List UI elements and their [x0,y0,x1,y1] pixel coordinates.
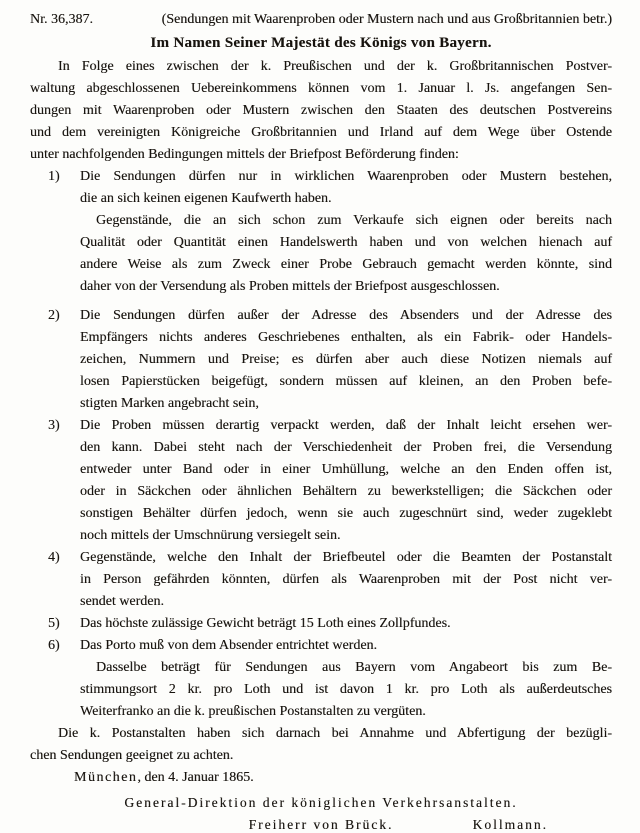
item-line: daher von der Versendung als Proben mittels der Briefpost ausgeschlossen. [80,279,500,294]
date-rest: , den 4. Januar 1865. [137,770,254,785]
item-line: Die Proben müssen derartig verpackt werden, daß der Inhalt leicht ersehen wer- [80,418,612,433]
item-line: Das Porto muß von dem Absender entrichtet werden. [80,638,378,653]
signature-org: General-Direktion der königlichen Verkehrsanstalten. [124,795,518,810]
item-line: zeichen, Nummern und Preise; es dürfen aber auch diese Notizen niemals auf [80,352,612,367]
item-line: losen Papierstücken beigefügt, sondern müssen auf kleinen, an den Proben befe- [80,374,612,389]
date-line [30,767,612,789]
item-text [80,305,612,415]
ordinance-list [30,166,612,723]
item-line: stigten Marken angebracht sein, [80,396,259,411]
item-marker: 2) [48,308,60,323]
item-line: in Person gefährden könnten, dürfen als Waarenproben mit der Post nicht ver- [80,572,612,587]
item-marker: 6) [48,638,60,653]
list-item [30,166,612,298]
city-name: München [74,770,138,785]
item-line: Weiterfranko an die k. preußischen Postanstalten zu vergüten. [80,704,426,719]
intro-line: In Folge eines zwischen der k. Preußischen und der k. Großbritannischen Postver- [58,59,612,74]
item-text [80,635,612,723]
intro-paragraph [30,56,612,166]
list-item [30,305,612,415]
item-text [80,547,612,613]
item-text [80,415,612,547]
item-line: stimmungsort 2 kr. pro Loth und ist davon 1 kr. pro Loth als außerdeutsches [80,682,612,697]
item-line: entweder unter Band oder in einer Umhüllung, welche an den Enden offen ist, [80,462,612,477]
item-line: Gegenstände, die an sich schon zum Verkaufe sich eignen oder bereits nach [96,213,612,228]
item-line: Empfängers nichts anderes Geschriebenes enthalten, als ein Fabrik- oder Handels- [80,330,612,345]
item-line: Dasselbe beträgt für Sendungen aus Bayern vom Angabeort bis zum Be- [96,660,612,675]
closing-line: Die k. Postanstalten haben sich darnach bei Annahme und Abfertigung der bezügli- [58,726,612,741]
item-line: andere Weise als zum Zweck einer Probe Gebrauch gemacht werden könnte, sind [80,257,612,272]
item-line: Qualität oder Quantität einen Handelswerth haben und von welchen hienach auf [80,235,612,250]
item-marker: 3) [48,418,60,433]
subject-line: (Sendungen mit Waarenproben oder Mustern nach und aus Großbritannien betr.) [161,12,612,27]
list-item [30,547,612,613]
intro-line: und dem vereinigten Königreiche Großbritannien und Irland auf dem Wege über Ostende [30,125,612,140]
intro-line: unter nachfolgenden Bedingungen mittels der Briefpost Beförderung finden: [30,147,459,162]
item-line: Die Sendungen dürfen außer der Adresse des Absenders und der Adresse des [80,308,612,323]
item-line: Die Sendungen dürfen nur in wirklichen Waarenproben oder Mustern bestehen, [80,169,612,184]
item-marker: 5) [48,616,60,631]
item-marker: 1) [48,169,60,184]
list-item [30,415,612,547]
item-line: sonstigen Behälter dürfen jedoch, wenn sie auch zugeschnürt sind, weder zugeklebt [80,506,612,521]
item-line: den kann. Dabei steht nach der Verschiedenheit der Proben frei, die Versendung [80,440,612,455]
item-line: Das höchste zulässige Gewicht beträgt 15 Loth eines Zollpfundes. [80,616,451,631]
item-marker: 4) [48,550,60,565]
royal-title: Im Namen Seiner Majestät des Königs von Bayern. [150,35,492,51]
item-line: die an sich keinen eigenen Kaufwerth haben. [80,191,332,206]
item-line: Gegenstände, welche den Inhalt der Briefbeutel oder die Beamten der Postanstalt [80,550,612,565]
intro-line: dungen mit Waarenproben oder Mustern zwischen den Staaten des deutschen Postvereins [30,103,612,118]
closing-paragraph [30,723,612,767]
signature-row [30,814,612,833]
signature-name-left: Freiherr von Brück. [248,817,394,832]
item-text [80,166,612,298]
signature-name-right: Kollmann. [472,817,548,832]
intro-line: waltung abgeschlossenen Uebereinkommens können vom 1. Januar l. Js. angefangen Sen- [30,81,612,96]
item-text [80,613,612,635]
list-item [30,635,612,723]
item-line: sendet werden. [80,594,164,609]
list-item [30,613,612,635]
item-line: noch mittels der Umschnürung versiegelt sein. [80,528,341,543]
document-header [30,8,612,31]
item-line: oder in Säckchen oder ähnlichen Behältern zu bewerkstelligen; die Säckchen oder [80,484,612,499]
closing-line: chen Sendungen geeignet zu achten. [30,748,234,763]
document-number: Nr. 36,387. [30,12,93,27]
